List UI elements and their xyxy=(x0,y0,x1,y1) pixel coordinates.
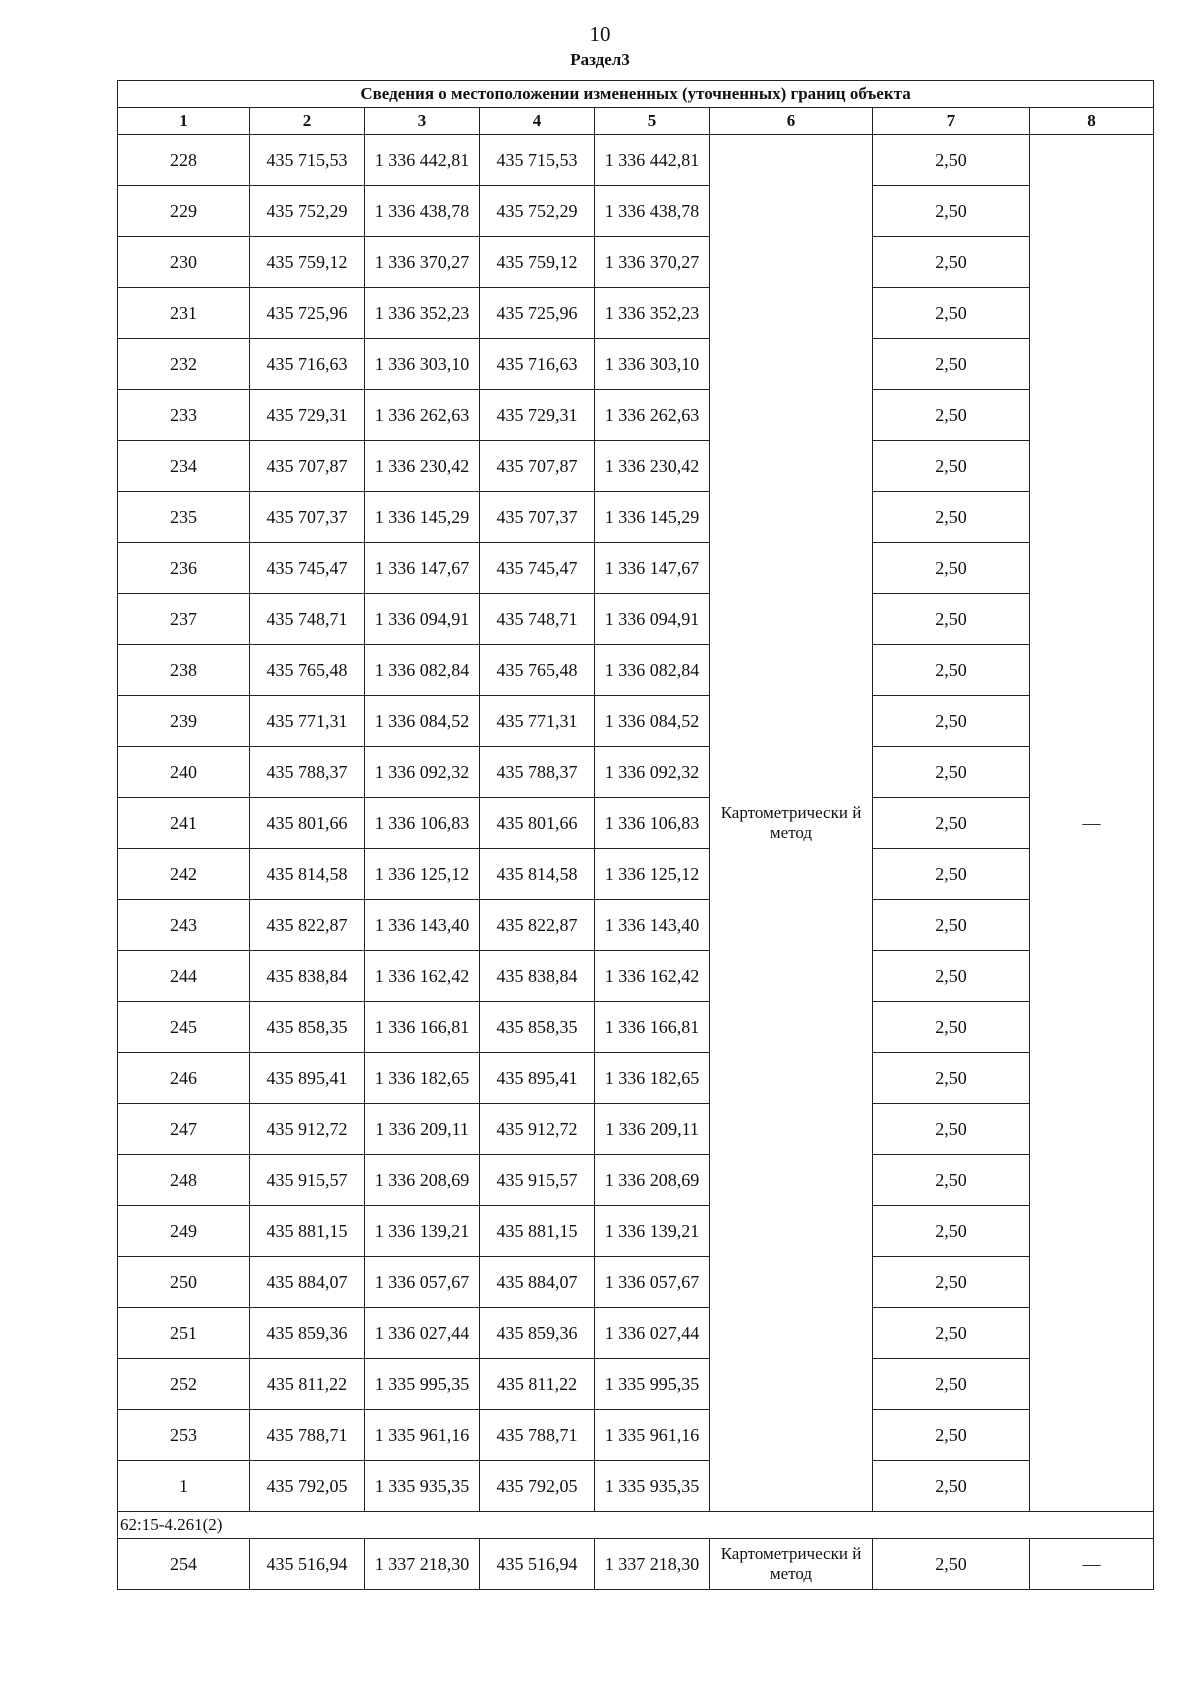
x-existing-cell: 435 765,48 xyxy=(250,645,365,696)
point-number-cell: 250 xyxy=(118,1257,250,1308)
x-existing-cell: 435 771,31 xyxy=(250,696,365,747)
accuracy-cell: 2,50 xyxy=(873,1539,1030,1590)
column-number-8: 8 xyxy=(1030,108,1154,135)
table-row xyxy=(118,1539,1154,1590)
accuracy-cell: 2,50 xyxy=(873,1002,1030,1053)
x-new-cell: 435 912,72 xyxy=(480,1104,595,1155)
x-new-cell: 435 881,15 xyxy=(480,1206,595,1257)
y-new-cell: 1 336 230,42 xyxy=(595,441,710,492)
table-row xyxy=(118,798,1154,849)
y-new-cell: 1 336 082,84 xyxy=(595,645,710,696)
x-existing-cell: 435 788,37 xyxy=(250,747,365,798)
y-existing-cell: 1 336 057,67 xyxy=(365,1257,480,1308)
y-new-cell: 1 336 438,78 xyxy=(595,186,710,237)
accuracy-cell: 2,50 xyxy=(873,1053,1030,1104)
x-new-cell: 435 838,84 xyxy=(480,951,595,1002)
accuracy-cell: 2,50 xyxy=(873,1155,1030,1206)
column-number-2: 2 xyxy=(250,108,365,135)
table-row xyxy=(118,645,1154,696)
x-existing-cell: 435 725,96 xyxy=(250,288,365,339)
y-new-cell: 1 336 027,44 xyxy=(595,1308,710,1359)
accuracy-cell: 2,50 xyxy=(873,1206,1030,1257)
y-existing-cell: 1 336 370,27 xyxy=(365,237,480,288)
x-new-cell: 435 822,87 xyxy=(480,900,595,951)
y-new-cell: 1 336 442,81 xyxy=(595,135,710,186)
y-existing-cell: 1 336 094,91 xyxy=(365,594,480,645)
table-row xyxy=(118,441,1154,492)
table-row xyxy=(118,900,1154,951)
x-existing-cell: 435 912,72 xyxy=(250,1104,365,1155)
y-new-cell: 1 336 125,12 xyxy=(595,849,710,900)
x-new-cell: 435 729,31 xyxy=(480,390,595,441)
method-cell: Картометрически й метод xyxy=(710,1539,873,1590)
x-new-cell: 435 788,71 xyxy=(480,1410,595,1461)
y-new-cell: 1 336 106,83 xyxy=(595,798,710,849)
y-existing-cell: 1 336 147,67 xyxy=(365,543,480,594)
point-number-cell: 243 xyxy=(118,900,250,951)
accuracy-cell: 2,50 xyxy=(873,798,1030,849)
table-row xyxy=(118,1002,1154,1053)
table-row xyxy=(118,1359,1154,1410)
x-new-cell: 435 895,41 xyxy=(480,1053,595,1104)
accuracy-cell: 2,50 xyxy=(873,390,1030,441)
table-row xyxy=(118,135,1154,186)
table-row xyxy=(118,1257,1154,1308)
group-label: 62:15-4.261(2) xyxy=(118,1512,1154,1539)
y-existing-cell: 1 336 262,63 xyxy=(365,390,480,441)
table-row xyxy=(118,1206,1154,1257)
x-new-cell: 435 715,53 xyxy=(480,135,595,186)
x-existing-cell: 435 792,05 xyxy=(250,1461,365,1512)
point-number-cell: 237 xyxy=(118,594,250,645)
x-existing-cell: 435 715,53 xyxy=(250,135,365,186)
accuracy-cell: 2,50 xyxy=(873,645,1030,696)
y-new-cell: 1 336 147,67 xyxy=(595,543,710,594)
table-row xyxy=(118,1461,1154,1512)
x-existing-cell: 435 895,41 xyxy=(250,1053,365,1104)
y-new-cell: 1 336 139,21 xyxy=(595,1206,710,1257)
table-row xyxy=(118,390,1154,441)
y-new-cell: 1 336 143,40 xyxy=(595,900,710,951)
accuracy-cell: 2,50 xyxy=(873,1257,1030,1308)
y-existing-cell: 1 336 092,32 xyxy=(365,747,480,798)
y-existing-cell: 1 336 125,12 xyxy=(365,849,480,900)
point-number-cell: 229 xyxy=(118,186,250,237)
accuracy-cell: 2,50 xyxy=(873,1359,1030,1410)
table-row xyxy=(118,951,1154,1002)
point-number-cell: 236 xyxy=(118,543,250,594)
table-row xyxy=(118,543,1154,594)
y-new-cell: 1 336 057,67 xyxy=(595,1257,710,1308)
point-number-cell: 249 xyxy=(118,1206,250,1257)
accuracy-cell: 2,50 xyxy=(873,543,1030,594)
y-new-cell: 1 336 352,23 xyxy=(595,288,710,339)
page-number: 10 xyxy=(589,22,611,46)
table-row xyxy=(118,849,1154,900)
x-new-cell: 435 859,36 xyxy=(480,1308,595,1359)
accuracy-cell: 2,50 xyxy=(873,237,1030,288)
y-existing-cell: 1 336 182,65 xyxy=(365,1053,480,1104)
x-new-cell: 435 788,37 xyxy=(480,747,595,798)
y-existing-cell: 1 336 352,23 xyxy=(365,288,480,339)
column-8-cell: — xyxy=(1030,135,1154,1512)
accuracy-cell: 2,50 xyxy=(873,1308,1030,1359)
x-existing-cell: 435 729,31 xyxy=(250,390,365,441)
point-number-cell: 252 xyxy=(118,1359,250,1410)
table-caption: Сведения о местоположении измененных (уточненных) границ объекта xyxy=(118,81,1154,108)
y-new-cell: 1 336 262,63 xyxy=(595,390,710,441)
method-cell: Картометрически й метод xyxy=(710,135,873,1512)
x-new-cell: 435 716,63 xyxy=(480,339,595,390)
x-existing-cell: 435 859,36 xyxy=(250,1308,365,1359)
x-new-cell: 435 884,07 xyxy=(480,1257,595,1308)
x-existing-cell: 435 788,71 xyxy=(250,1410,365,1461)
accuracy-cell: 2,50 xyxy=(873,747,1030,798)
y-existing-cell: 1 336 145,29 xyxy=(365,492,480,543)
accuracy-cell: 2,50 xyxy=(873,186,1030,237)
y-existing-cell: 1 336 106,83 xyxy=(365,798,480,849)
x-new-cell: 435 752,29 xyxy=(480,186,595,237)
column-number-5: 5 xyxy=(595,108,710,135)
x-new-cell: 435 516,94 xyxy=(480,1539,595,1590)
accuracy-cell: 2,50 xyxy=(873,339,1030,390)
x-existing-cell: 435 858,35 xyxy=(250,1002,365,1053)
point-number-cell: 239 xyxy=(118,696,250,747)
y-new-cell: 1 335 995,35 xyxy=(595,1359,710,1410)
accuracy-cell: 2,50 xyxy=(873,1461,1030,1512)
accuracy-cell: 2,50 xyxy=(873,849,1030,900)
x-new-cell: 435 792,05 xyxy=(480,1461,595,1512)
point-number-cell: 253 xyxy=(118,1410,250,1461)
y-existing-cell: 1 336 139,21 xyxy=(365,1206,480,1257)
table-row xyxy=(118,1155,1154,1206)
y-new-cell: 1 336 092,32 xyxy=(595,747,710,798)
y-new-cell: 1 336 182,65 xyxy=(595,1053,710,1104)
column-number-7: 7 xyxy=(873,108,1030,135)
accuracy-cell: 2,50 xyxy=(873,696,1030,747)
y-existing-cell: 1 336 166,81 xyxy=(365,1002,480,1053)
point-number-cell: 248 xyxy=(118,1155,250,1206)
y-new-cell: 1 335 961,16 xyxy=(595,1410,710,1461)
table-row xyxy=(118,1104,1154,1155)
table-row xyxy=(118,492,1154,543)
x-new-cell: 435 814,58 xyxy=(480,849,595,900)
accuracy-cell: 2,50 xyxy=(873,1410,1030,1461)
x-existing-cell: 435 915,57 xyxy=(250,1155,365,1206)
x-existing-cell: 435 881,15 xyxy=(250,1206,365,1257)
accuracy-cell: 2,50 xyxy=(873,135,1030,186)
x-existing-cell: 435 822,87 xyxy=(250,900,365,951)
point-number-cell: 1 xyxy=(118,1461,250,1512)
x-new-cell: 435 748,71 xyxy=(480,594,595,645)
accuracy-cell: 2,50 xyxy=(873,441,1030,492)
x-existing-cell: 435 838,84 xyxy=(250,951,365,1002)
y-new-cell: 1 336 084,52 xyxy=(595,696,710,747)
x-existing-cell: 435 884,07 xyxy=(250,1257,365,1308)
point-number-cell: 234 xyxy=(118,441,250,492)
table-row xyxy=(118,696,1154,747)
y-existing-cell: 1 336 027,44 xyxy=(365,1308,480,1359)
accuracy-cell: 2,50 xyxy=(873,288,1030,339)
point-number-cell: 251 xyxy=(118,1308,250,1359)
x-existing-cell: 435 516,94 xyxy=(250,1539,365,1590)
table-row xyxy=(118,186,1154,237)
y-existing-cell: 1 336 162,42 xyxy=(365,951,480,1002)
y-existing-cell: 1 336 230,42 xyxy=(365,441,480,492)
y-new-cell: 1 336 303,10 xyxy=(595,339,710,390)
table-row xyxy=(118,339,1154,390)
accuracy-cell: 2,50 xyxy=(873,951,1030,1002)
y-existing-cell: 1 336 438,78 xyxy=(365,186,480,237)
point-number-cell: 231 xyxy=(118,288,250,339)
group-label-row xyxy=(118,1512,1154,1539)
table-row xyxy=(118,288,1154,339)
y-existing-cell: 1 336 442,81 xyxy=(365,135,480,186)
y-existing-cell: 1 336 084,52 xyxy=(365,696,480,747)
point-number-cell: 238 xyxy=(118,645,250,696)
table-body xyxy=(118,135,1154,1590)
point-number-cell: 235 xyxy=(118,492,250,543)
point-number-cell: 230 xyxy=(118,237,250,288)
x-existing-cell: 435 814,58 xyxy=(250,849,365,900)
accuracy-cell: 2,50 xyxy=(873,900,1030,951)
y-existing-cell: 1 336 082,84 xyxy=(365,645,480,696)
x-existing-cell: 435 759,12 xyxy=(250,237,365,288)
y-new-cell: 1 336 208,69 xyxy=(595,1155,710,1206)
y-existing-cell: 1 336 143,40 xyxy=(365,900,480,951)
x-existing-cell: 435 707,87 xyxy=(250,441,365,492)
point-number-cell: 241 xyxy=(118,798,250,849)
point-number-cell: 246 xyxy=(118,1053,250,1104)
y-new-cell: 1 336 209,11 xyxy=(595,1104,710,1155)
point-number-cell: 228 xyxy=(118,135,250,186)
accuracy-cell: 2,50 xyxy=(873,492,1030,543)
y-existing-cell: 1 335 935,35 xyxy=(365,1461,480,1512)
point-number-cell: 245 xyxy=(118,1002,250,1053)
point-number-cell: 232 xyxy=(118,339,250,390)
y-new-cell: 1 336 162,42 xyxy=(595,951,710,1002)
table-row xyxy=(118,1308,1154,1359)
table-row xyxy=(118,237,1154,288)
x-new-cell: 435 745,47 xyxy=(480,543,595,594)
y-new-cell: 1 336 145,29 xyxy=(595,492,710,543)
y-new-cell: 1 336 370,27 xyxy=(595,237,710,288)
point-number-cell: 254 xyxy=(118,1539,250,1590)
coordinates-table xyxy=(117,80,1154,1590)
x-new-cell: 435 915,57 xyxy=(480,1155,595,1206)
section-title: Раздел3 xyxy=(570,50,630,69)
x-new-cell: 435 707,37 xyxy=(480,492,595,543)
column-number-4: 4 xyxy=(480,108,595,135)
column-number-6: 6 xyxy=(710,108,873,135)
x-new-cell: 435 858,35 xyxy=(480,1002,595,1053)
point-number-cell: 240 xyxy=(118,747,250,798)
column-8-cell: — xyxy=(1030,1539,1154,1590)
accuracy-cell: 2,50 xyxy=(873,1104,1030,1155)
table-row xyxy=(118,1053,1154,1104)
table-row xyxy=(118,747,1154,798)
table-row xyxy=(118,1410,1154,1461)
x-new-cell: 435 801,66 xyxy=(480,798,595,849)
column-number-1: 1 xyxy=(118,108,250,135)
y-new-cell: 1 336 166,81 xyxy=(595,1002,710,1053)
x-existing-cell: 435 748,71 xyxy=(250,594,365,645)
point-number-cell: 244 xyxy=(118,951,250,1002)
x-new-cell: 435 765,48 xyxy=(480,645,595,696)
point-number-cell: 233 xyxy=(118,390,250,441)
point-number-cell: 242 xyxy=(118,849,250,900)
y-new-cell: 1 335 935,35 xyxy=(595,1461,710,1512)
accuracy-cell: 2,50 xyxy=(873,594,1030,645)
y-new-cell: 1 337 218,30 xyxy=(595,1539,710,1590)
x-existing-cell: 435 707,37 xyxy=(250,492,365,543)
y-new-cell: 1 336 094,91 xyxy=(595,594,710,645)
y-existing-cell: 1 336 303,10 xyxy=(365,339,480,390)
table-row xyxy=(118,594,1154,645)
x-new-cell: 435 707,87 xyxy=(480,441,595,492)
y-existing-cell: 1 335 995,35 xyxy=(365,1359,480,1410)
x-new-cell: 435 811,22 xyxy=(480,1359,595,1410)
y-existing-cell: 1 335 961,16 xyxy=(365,1410,480,1461)
x-existing-cell: 435 745,47 xyxy=(250,543,365,594)
y-existing-cell: 1 337 218,30 xyxy=(365,1539,480,1590)
x-existing-cell: 435 801,66 xyxy=(250,798,365,849)
x-new-cell: 435 771,31 xyxy=(480,696,595,747)
x-existing-cell: 435 752,29 xyxy=(250,186,365,237)
column-number-3: 3 xyxy=(365,108,480,135)
column-number-row xyxy=(118,108,1154,135)
x-new-cell: 435 725,96 xyxy=(480,288,595,339)
point-number-cell: 247 xyxy=(118,1104,250,1155)
x-existing-cell: 435 811,22 xyxy=(250,1359,365,1410)
y-existing-cell: 1 336 208,69 xyxy=(365,1155,480,1206)
y-existing-cell: 1 336 209,11 xyxy=(365,1104,480,1155)
x-new-cell: 435 759,12 xyxy=(480,237,595,288)
x-existing-cell: 435 716,63 xyxy=(250,339,365,390)
